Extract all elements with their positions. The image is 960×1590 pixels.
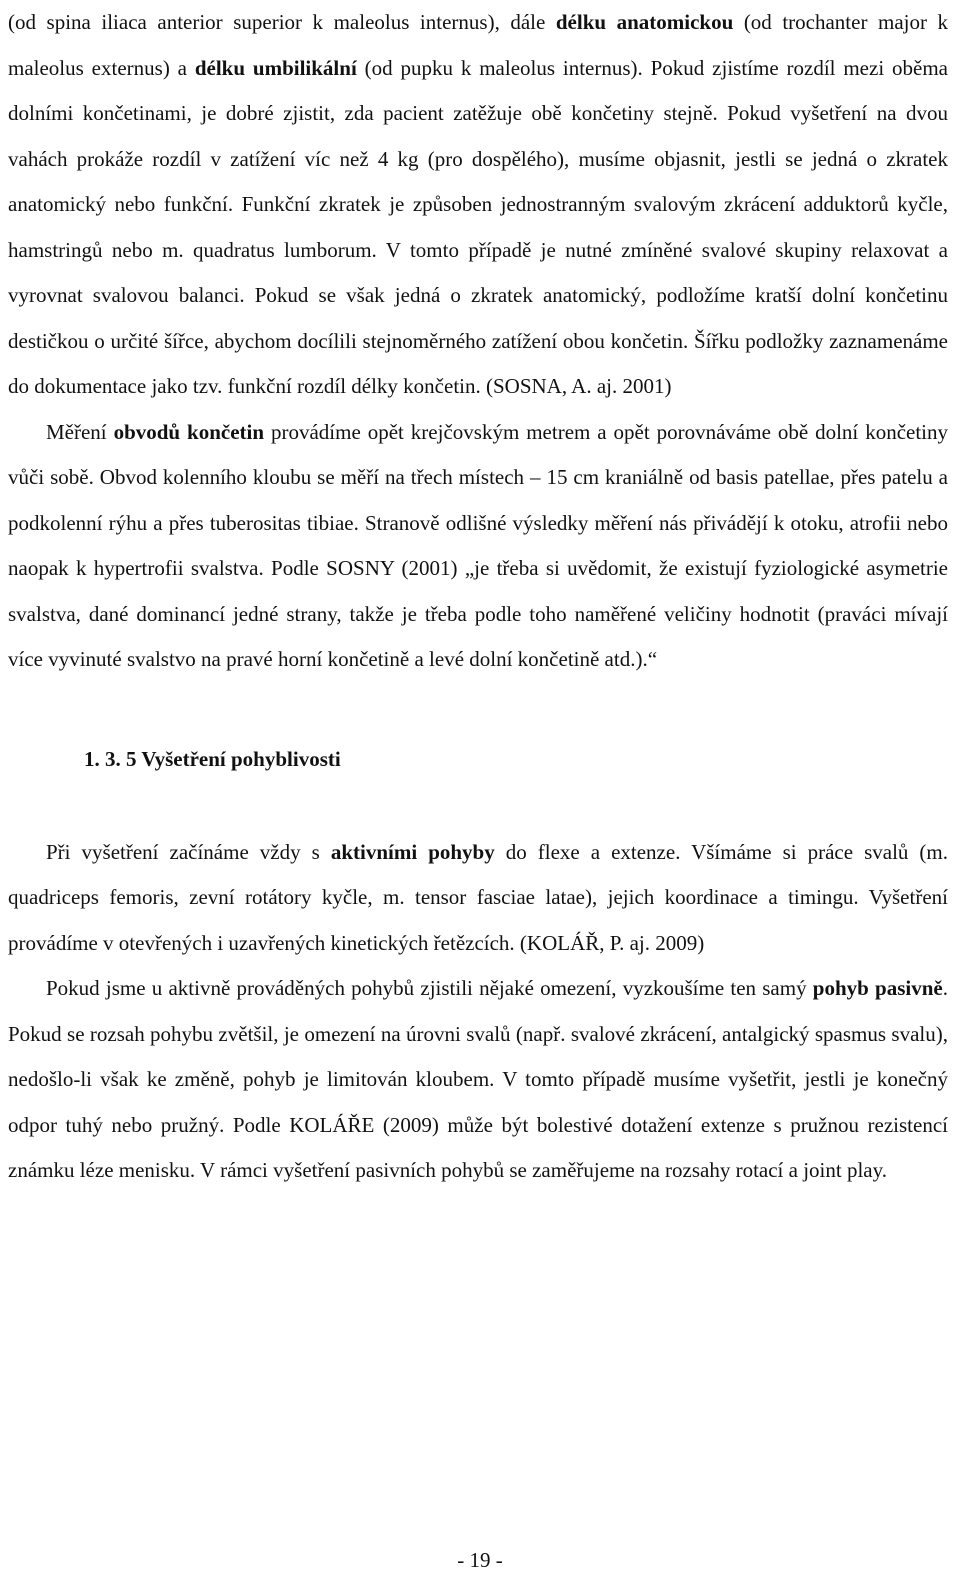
- text-run: provádíme opět krejčovským metrem a opět porovnáváme obě dolní končetiny vůči sobě. Obvod kolenního kloubu se měří na třech místech – 15 cm kraniálně od basis patellae, přes patelu a podkolenní rýhu a přes tuberositas tibiae. Stranově odlišné výsledky měření nás přivádějí k otoku, atrofii nebo naopak k hypertrofii svalstva. Podle SOSNY (2001) „je třeba si uvědomit, že existují fyziologické asymetrie svalstva, dané dominancí jedné strany, takže je třeba podle toho naměřené veličiny hodnotit (praváci mívají více vyvinuté svalstvo na pravé horní končetině a levé dolní končetině atd.).“: [8, 419, 948, 671]
- text-run: (od pupku k maleolus internus). Pokud zjistíme rozdíl mezi oběma dolními končetinami, je dobré zjistit, zda pacient zatěžuje obě končetiny stejně. Pokud vyšetření na dvou vahách prokáže rozdíl v zatížení víc než 4 kg (pro dospělého), musíme objasnit, jestli se jedná o zkratek anatomický nebo funkční. Funkční zkratek je způsoben jednostranným svalovým zkrácení adduktorů kyčle, hamstringů nebo m. quadratus lumborum. V tomto případě je nutné zmíněné svalové skupiny relaxovat a vyrovnat svalovou balanci. Pokud se však jedná o zkratek anatomický, podložíme kratší dolní končetinu destičkou o určité šířce, abychom docílili stejnoměrného zatížení obou končetin. Šířku podložky zaznamenáme do dokumentace jako tzv. funkční rozdíl délky končetin. (SOSNA, A. aj. 2001): [8, 55, 948, 398]
- document-page: [8, 0, 948, 1194]
- bold-term-passive-movement: pohyb pasivně: [812, 976, 943, 1000]
- page-number: - 19 -: [457, 1548, 503, 1572]
- paragraph-active-movements: [8, 830, 948, 967]
- text-run: do flexe a extenze. Všímáme si práce svalů (m. quadriceps femoris, zevní rotátory kyčle, m. tensor fasciae latae), jejich koordinace a timingu. Vyšetření provádíme v otevřených i uzavřených kinetických řetězcích. (KOLÁŘ, P. aj. 2009): [8, 839, 948, 955]
- text-run: Měření: [46, 419, 114, 444]
- bold-term-anatomical-length: délku anatomickou: [555, 10, 734, 34]
- text-run: . Pokud se rozsah pohybu zvětšil, je omezení na úrovni svalů (např. svalové zkrácení, antalgický spasmus svalu), nedošlo-li však ke změně, pohyb je limitován kloubem. V tomto případě musíme vyšetřit, jestli je konečný odpor tuhý nebo pružný. Podle KOLÁŘE (2009) může být bolestivé dotažení extenze s pružnou rezistencí známku léze menisku. V rámci vyšetření pasivních pohybů se zaměřujeme na rozsahy rotací a joint play.: [8, 976, 948, 1182]
- paragraph-limb-circumference: [8, 410, 948, 683]
- paragraph-limb-length: [8, 0, 948, 410]
- text-run: Pokud jsme u aktivně prováděných pohybů zjistili nějaké omezení, vyzkoušíme ten samý: [46, 976, 813, 1000]
- bold-term-umbilical-length: délku umbilikální: [194, 55, 357, 80]
- paragraph-passive-movements: [8, 966, 948, 1194]
- text-run: (od spina iliaca anterior superior k maleolus internus), dále: [8, 10, 556, 34]
- bold-term-active-movements: aktivními pohyby: [330, 839, 495, 864]
- text-run: (od trochanter major k maleolus externus) a: [8, 10, 948, 80]
- text-run: Při vyšetření začínáme vždy s: [46, 839, 331, 864]
- section-heading: 1. 3. 5 Vyšetření pohyblivosti: [84, 746, 341, 771]
- bold-term-limb-circumference: obvodů končetin: [113, 419, 265, 444]
